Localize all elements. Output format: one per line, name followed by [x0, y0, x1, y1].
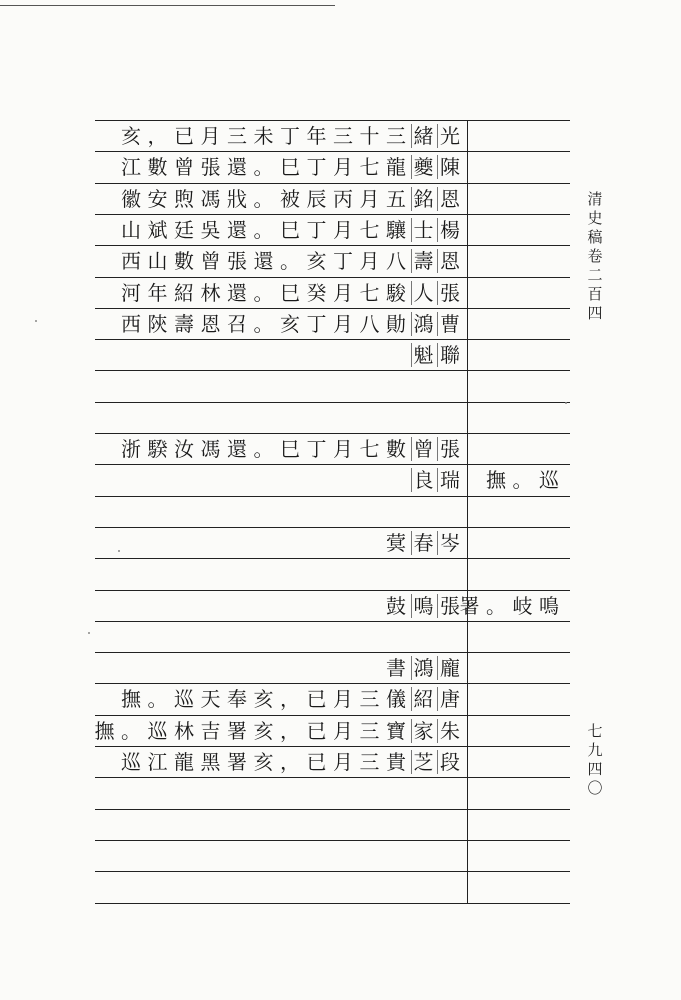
main-char: 芝 [411, 750, 436, 774]
main-char: 月 [333, 437, 353, 461]
table-row [95, 183, 570, 214]
main-char: 士 [411, 218, 436, 242]
main-char: 寶 [386, 718, 406, 743]
main-cell [95, 621, 465, 652]
main-char: 徽 [121, 186, 141, 211]
main-char: 還 [227, 280, 247, 305]
side-char: 七 [587, 722, 603, 740]
main-char: 月 [359, 249, 380, 274]
main-cell [95, 245, 465, 276]
table-row [95, 120, 570, 151]
main-cell [95, 370, 465, 401]
main-char: 亥 [253, 718, 274, 743]
main-char: 春 [411, 531, 436, 555]
side-char: 卷 [587, 247, 603, 265]
right-cell [473, 245, 570, 276]
right-cell [473, 120, 570, 151]
right-cell [473, 183, 570, 214]
main-char: 壽 [411, 249, 436, 273]
main-cell [95, 683, 465, 714]
table-row [95, 871, 570, 902]
main-char: 署 [227, 750, 247, 774]
right-cell [473, 871, 570, 902]
main-cell [95, 402, 465, 433]
main-char: 被 [280, 186, 300, 211]
right-char: 。 [486, 593, 506, 618]
main-char: 鴻 [411, 312, 436, 336]
main-char: 人 [411, 281, 436, 305]
main-char: 丁 [306, 437, 327, 461]
main-char: 丁 [333, 249, 353, 274]
main-char: 三 [386, 124, 406, 148]
main-char: 儀 [386, 687, 406, 712]
main-cell [95, 558, 465, 589]
main-char: 鳴 [411, 594, 436, 618]
main-char: 月 [333, 155, 353, 180]
main-char: 張 [437, 437, 462, 461]
main-char: 緒 [411, 124, 436, 148]
main-char: 騤 [147, 437, 168, 461]
main-char: 曾 [174, 155, 194, 180]
main-cell [95, 590, 465, 621]
main-char: 瑞 [437, 468, 462, 492]
side-title [584, 190, 606, 323]
side-char: 百 [587, 285, 603, 303]
main-char: 數 [147, 155, 168, 180]
main-char: 巳 [280, 217, 300, 242]
row-rule [95, 903, 570, 904]
side-char: 清 [587, 190, 603, 208]
table-row [95, 652, 570, 683]
table-row [95, 464, 570, 495]
right-cell [473, 402, 570, 433]
table-row [95, 621, 570, 652]
main-char: 壽 [174, 311, 194, 336]
main-char: 三 [359, 687, 380, 712]
main-char: 鴻 [411, 656, 436, 680]
main-cell [95, 120, 465, 151]
main-char: 龍 [174, 750, 194, 774]
main-char: 。 [253, 217, 274, 242]
main-char: 銘 [411, 187, 436, 211]
main-char: 七 [359, 155, 380, 180]
speck [35, 320, 37, 322]
main-char: 蓂 [386, 530, 406, 555]
main-char: 。 [253, 311, 274, 336]
table-row [95, 715, 570, 746]
right-cell [473, 496, 570, 527]
main-char: 三 [359, 718, 380, 743]
right-cell [473, 339, 570, 370]
main-char: 唐 [437, 687, 462, 711]
table-row [95, 809, 570, 840]
right-char: 。 [512, 468, 533, 493]
main-char: 河 [121, 280, 141, 305]
main-char: 已 [306, 750, 327, 774]
main-char: 曾 [411, 437, 436, 461]
table-row [95, 590, 570, 621]
main-char: 戕 [227, 186, 247, 211]
main-char: 三 [333, 124, 353, 148]
main-char: 丁 [306, 311, 327, 336]
main-char: 亥 [253, 687, 274, 712]
main-char: 驤 [386, 217, 406, 242]
main-char: 貴 [386, 750, 406, 774]
side-char: 九 [587, 741, 603, 759]
main-cell [95, 214, 465, 245]
main-char: 岑 [437, 531, 462, 555]
main-cell [95, 777, 465, 808]
main-cell [95, 308, 465, 339]
main-char: 。 [253, 155, 274, 180]
main-char: ， [280, 750, 300, 774]
main-char: 三 [359, 750, 380, 774]
right-cell [473, 683, 570, 714]
right-char: 署 [459, 593, 480, 618]
main-char: 。 [253, 186, 274, 211]
main-char: 斌 [147, 217, 168, 242]
main-char: 汝 [174, 437, 194, 461]
right-cell [473, 464, 570, 495]
main-char: 癸 [306, 280, 327, 305]
main-char: 廷 [174, 217, 194, 242]
main-cell [95, 652, 465, 683]
main-char: 丁 [306, 217, 327, 242]
table-row [95, 496, 570, 527]
main-char: 十 [359, 124, 380, 148]
table-row [95, 151, 570, 182]
main-char: 山 [121, 217, 141, 242]
main-char: 亥 [306, 249, 327, 274]
main-char: 張 [437, 281, 462, 305]
main-char: 魁 [411, 343, 436, 367]
main-cell [95, 746, 465, 777]
main-char: 署 [227, 718, 247, 743]
table-row [95, 339, 570, 370]
main-char: 駿 [386, 280, 406, 305]
main-cell [95, 871, 465, 902]
main-char: 陳 [437, 155, 462, 179]
table-row [95, 402, 570, 433]
right-cell [473, 746, 570, 777]
table-row [95, 433, 570, 464]
right-cell [473, 527, 570, 558]
right-cell [473, 652, 570, 683]
right-cell [473, 151, 570, 182]
side-char: 〇 [587, 779, 603, 797]
main-char: 月 [359, 186, 380, 211]
table-row [95, 746, 570, 777]
main-char: 紹 [174, 280, 194, 305]
main-char: 數 [174, 249, 194, 274]
right-cell [473, 214, 570, 245]
main-char: 三 [227, 124, 247, 148]
main-char: 安 [147, 186, 168, 211]
speck [88, 632, 90, 634]
main-char: ， [280, 718, 300, 743]
main-char: 張 [200, 155, 221, 180]
right-cell [473, 715, 570, 746]
table-row [95, 370, 570, 401]
main-char: 陝 [147, 311, 168, 336]
side-char: 四 [587, 760, 603, 778]
main-char: 曾 [200, 249, 221, 274]
main-char: 曹 [437, 312, 462, 336]
main-char: 還 [227, 217, 247, 242]
main-char: 。 [121, 718, 141, 743]
right-cell [473, 433, 570, 464]
main-cell [95, 840, 465, 871]
main-char: 黑 [200, 750, 221, 774]
main-char: 巳 [280, 280, 300, 305]
main-char: 林 [200, 280, 221, 305]
table-row [95, 558, 570, 589]
right-cell [473, 308, 570, 339]
main-char: 奉 [227, 687, 247, 712]
side-char: 史 [587, 209, 603, 227]
main-char: 七 [359, 280, 380, 305]
table-row [95, 840, 570, 871]
main-char: 恩 [200, 311, 221, 336]
page-number [584, 722, 606, 798]
main-char: 馮 [200, 437, 221, 461]
table-grid [95, 120, 570, 905]
main-char: 勛 [386, 311, 406, 336]
table-row [95, 683, 570, 714]
main-cell [95, 433, 465, 464]
main-char: 未 [253, 124, 274, 148]
table-row [95, 277, 570, 308]
main-char: 西 [121, 311, 141, 336]
main-char: 光 [437, 124, 462, 148]
right-char: 鳴 [539, 593, 559, 618]
main-char: 丁 [306, 155, 327, 180]
right-cell [473, 277, 570, 308]
main-char: 巡 [121, 750, 141, 774]
main-char: 召 [227, 311, 247, 336]
main-char: 楊 [437, 218, 462, 242]
main-char: 。 [253, 437, 274, 461]
main-char: 浙 [121, 437, 141, 461]
main-char: 月 [200, 124, 221, 148]
right-cell [473, 558, 570, 589]
main-char: 月 [333, 280, 353, 305]
main-char: 八 [359, 311, 380, 336]
side-char: 二 [587, 266, 603, 284]
table-row [95, 214, 570, 245]
table-row [95, 308, 570, 339]
main-cell [95, 496, 465, 527]
main-char: 撫 [121, 687, 141, 712]
table-row [95, 777, 570, 808]
main-char: 亥 [121, 124, 141, 148]
speck [118, 550, 120, 552]
main-char: 恩 [437, 249, 462, 273]
main-cell [95, 183, 465, 214]
main-cell [95, 715, 465, 746]
main-cell [95, 527, 465, 558]
right-char: 撫 [486, 468, 506, 493]
main-char: 巡 [147, 718, 168, 743]
main-char: 巳 [280, 155, 300, 180]
main-char: 張 [227, 249, 247, 274]
main-char: 恩 [437, 187, 462, 211]
main-char: 煦 [174, 186, 194, 211]
side-char: 四 [587, 304, 603, 322]
main-char: 還 [227, 437, 247, 461]
main-char: 亥 [253, 750, 274, 774]
main-char: 張 [437, 594, 462, 618]
main-char: 段 [437, 750, 462, 774]
main-char: 。 [280, 249, 300, 274]
main-char: 西 [121, 249, 141, 274]
table-row [95, 245, 570, 276]
main-char: 亥 [280, 311, 300, 336]
main-char: 撫 [94, 718, 115, 743]
main-char: 江 [121, 155, 141, 180]
main-cell [95, 151, 465, 182]
right-cell [473, 777, 570, 808]
right-char: 岐 [512, 593, 533, 618]
main-char: 夔 [411, 155, 436, 179]
main-char: 朱 [437, 719, 462, 743]
table-row [95, 527, 570, 558]
main-char: 。 [253, 280, 274, 305]
main-char: 巳 [280, 437, 300, 461]
main-char: 月 [333, 311, 353, 336]
main-char: 還 [253, 249, 274, 274]
main-char: ， [280, 687, 300, 712]
main-char: 家 [411, 719, 436, 743]
right-cell [473, 840, 570, 871]
main-char: 七 [359, 217, 380, 242]
main-char: 五 [386, 186, 406, 211]
main-char: 八 [386, 249, 406, 274]
main-char: 巡 [174, 687, 194, 712]
main-char: 龍 [386, 155, 406, 180]
main-char: 。 [147, 687, 168, 712]
main-char: 江 [147, 750, 168, 774]
right-cell [473, 370, 570, 401]
main-char: 還 [227, 155, 247, 180]
main-char: 年 [147, 280, 168, 305]
right-cell [473, 621, 570, 652]
main-char: 鼓 [386, 593, 406, 618]
main-char: 良 [411, 468, 436, 492]
side-char: 稿 [587, 228, 603, 246]
main-char: 已 [174, 124, 194, 148]
main-char: 林 [174, 718, 194, 743]
main-char: 聯 [437, 343, 462, 367]
main-char: 已 [306, 687, 327, 712]
main-char: ， [147, 124, 168, 148]
main-cell [95, 809, 465, 840]
main-char: 月 [333, 217, 353, 242]
main-char: 月 [333, 750, 353, 774]
main-char: 數 [386, 437, 406, 461]
main-char: 天 [200, 687, 221, 712]
main-char: 月 [333, 718, 353, 743]
main-char: 年 [306, 124, 327, 148]
right-cell [459, 590, 570, 621]
top-rule [0, 5, 335, 6]
main-char: 丙 [333, 186, 353, 211]
right-cell [473, 809, 570, 840]
main-char: 紹 [411, 687, 436, 711]
main-char: 馮 [200, 186, 221, 211]
speck [565, 402, 567, 404]
main-char: 書 [386, 656, 406, 681]
main-char: 七 [359, 437, 380, 461]
main-char: 山 [147, 249, 168, 274]
main-char: 月 [333, 687, 353, 712]
main-char: 丁 [280, 124, 300, 148]
main-cell [95, 277, 465, 308]
main-char: 龐 [437, 656, 462, 680]
main-char: 已 [306, 718, 327, 743]
main-cell [95, 464, 465, 495]
main-cell [95, 339, 465, 370]
main-char: 辰 [306, 186, 327, 211]
main-char: 吳 [200, 217, 221, 242]
right-char: 巡 [539, 468, 559, 493]
main-char: 吉 [200, 718, 221, 743]
